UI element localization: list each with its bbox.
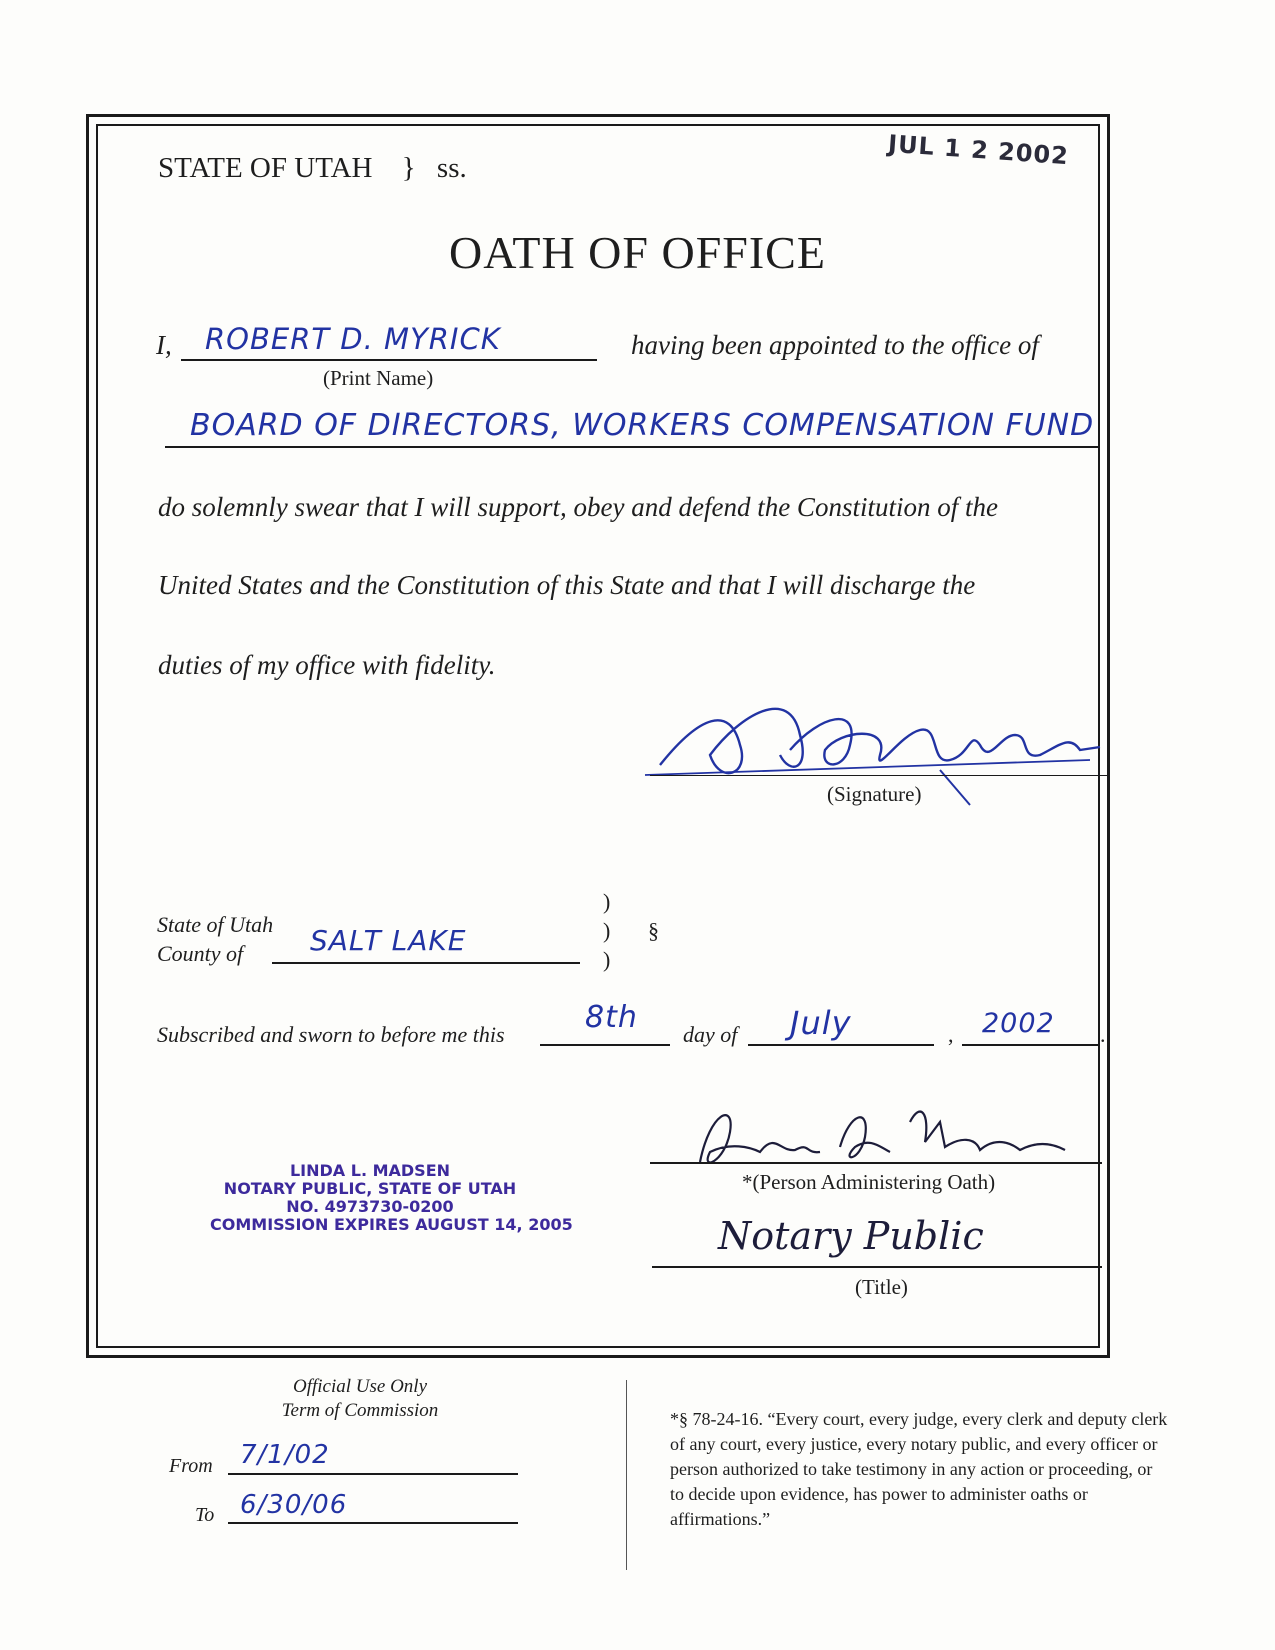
administering-line xyxy=(650,1162,1102,1164)
to-label: To xyxy=(195,1504,215,1526)
administering-signature xyxy=(680,1092,1100,1182)
from-label: From xyxy=(169,1455,213,1477)
administering-caption: *(Person Administering Oath) xyxy=(742,1170,996,1194)
month-line xyxy=(748,1044,934,1046)
to-line xyxy=(228,1522,518,1524)
year-value: 2002 xyxy=(982,1008,1055,1039)
official-use-heading: Official Use Only xyxy=(292,1376,428,1397)
title-line xyxy=(652,1266,1102,1268)
print-name-caption: (Print Name) xyxy=(323,366,434,390)
office-value: BOARD OF DIRECTORS, WORKERS COMPENSATION FUND xyxy=(190,408,1095,443)
jurat-period: . xyxy=(1100,1022,1106,1047)
notary-stamp-line-4: COMMISSION EXPIRES AUGUST 14, 2005 xyxy=(210,1215,573,1234)
from-line xyxy=(228,1473,518,1475)
county-value: SALT LAKE xyxy=(310,924,467,957)
signature-line xyxy=(650,775,1110,776)
received-date-stamp: JUL 1 2 2002 xyxy=(887,129,1070,171)
to-value: 6/30/06 xyxy=(240,1490,348,1520)
signature-caption: (Signature) xyxy=(827,782,922,806)
notary-stamp-line-3: NO. 4973730-0200 xyxy=(286,1197,454,1216)
jurat-county-label: County of xyxy=(157,941,244,966)
county-line xyxy=(272,962,580,964)
notary-stamp-line-1: LINDA L. MADSEN xyxy=(289,1161,451,1180)
notary-stamp-line-2: NOTARY PUBLIC, STATE OF UTAH xyxy=(223,1179,517,1198)
ss-label: ss. xyxy=(436,152,467,184)
state-header xyxy=(158,152,467,185)
oath-body-line-3: duties of my office with fidelity. xyxy=(158,650,496,680)
day-of-label: day of xyxy=(683,1022,738,1047)
statute-text: *§ 78-24-16. “Every court, every judge, every clerk and deputy clerk of any court, every justice, every notary public, and every officer or person authorized to take testimony in any action or proceeding, or to decide upon evidence, has power to administer oaths or affirmations.” xyxy=(670,1409,1168,1529)
section-divider xyxy=(626,1380,627,1570)
term-heading: Term of Commission xyxy=(281,1400,439,1421)
oath-body-line-1: do solemnly swear that I will support, obey and defend the Constitution of the xyxy=(158,492,998,522)
day-value: 8th xyxy=(585,1000,638,1035)
print-name-value: ROBERT D. MYRICK xyxy=(205,322,501,356)
brace: } xyxy=(401,152,416,184)
state-name: STATE OF UTAH xyxy=(158,152,373,184)
month-value: July xyxy=(790,1004,852,1042)
sworn-prefix: Subscribed and sworn to before me this xyxy=(157,1022,505,1047)
appointed-text: having been appointed to the office of xyxy=(631,330,1039,360)
jurat-paren-1: ) xyxy=(603,889,611,914)
jurat-state-label: State of Utah xyxy=(157,912,274,937)
name-line xyxy=(181,359,597,361)
title-value: Notary Public xyxy=(718,1214,984,1258)
notary-seal-stamp xyxy=(210,1161,573,1234)
day-line xyxy=(540,1044,670,1046)
office-line xyxy=(165,446,1100,448)
year-line xyxy=(962,1044,1098,1046)
from-value: 7/1/02 xyxy=(240,1440,330,1470)
jurat-paren-2: ) xyxy=(603,918,611,943)
title-caption: (Title) xyxy=(855,1275,908,1299)
jurat-comma: , xyxy=(948,1022,954,1047)
oath-body-line-2: United States and the Constitution of this State and that I will discharge the xyxy=(158,570,976,600)
document-title: OATH OF OFFICE xyxy=(449,227,826,278)
jurat-paren-3: ) xyxy=(603,947,611,972)
section-symbol: § xyxy=(648,918,659,943)
oath-prefix: I, xyxy=(156,330,172,360)
